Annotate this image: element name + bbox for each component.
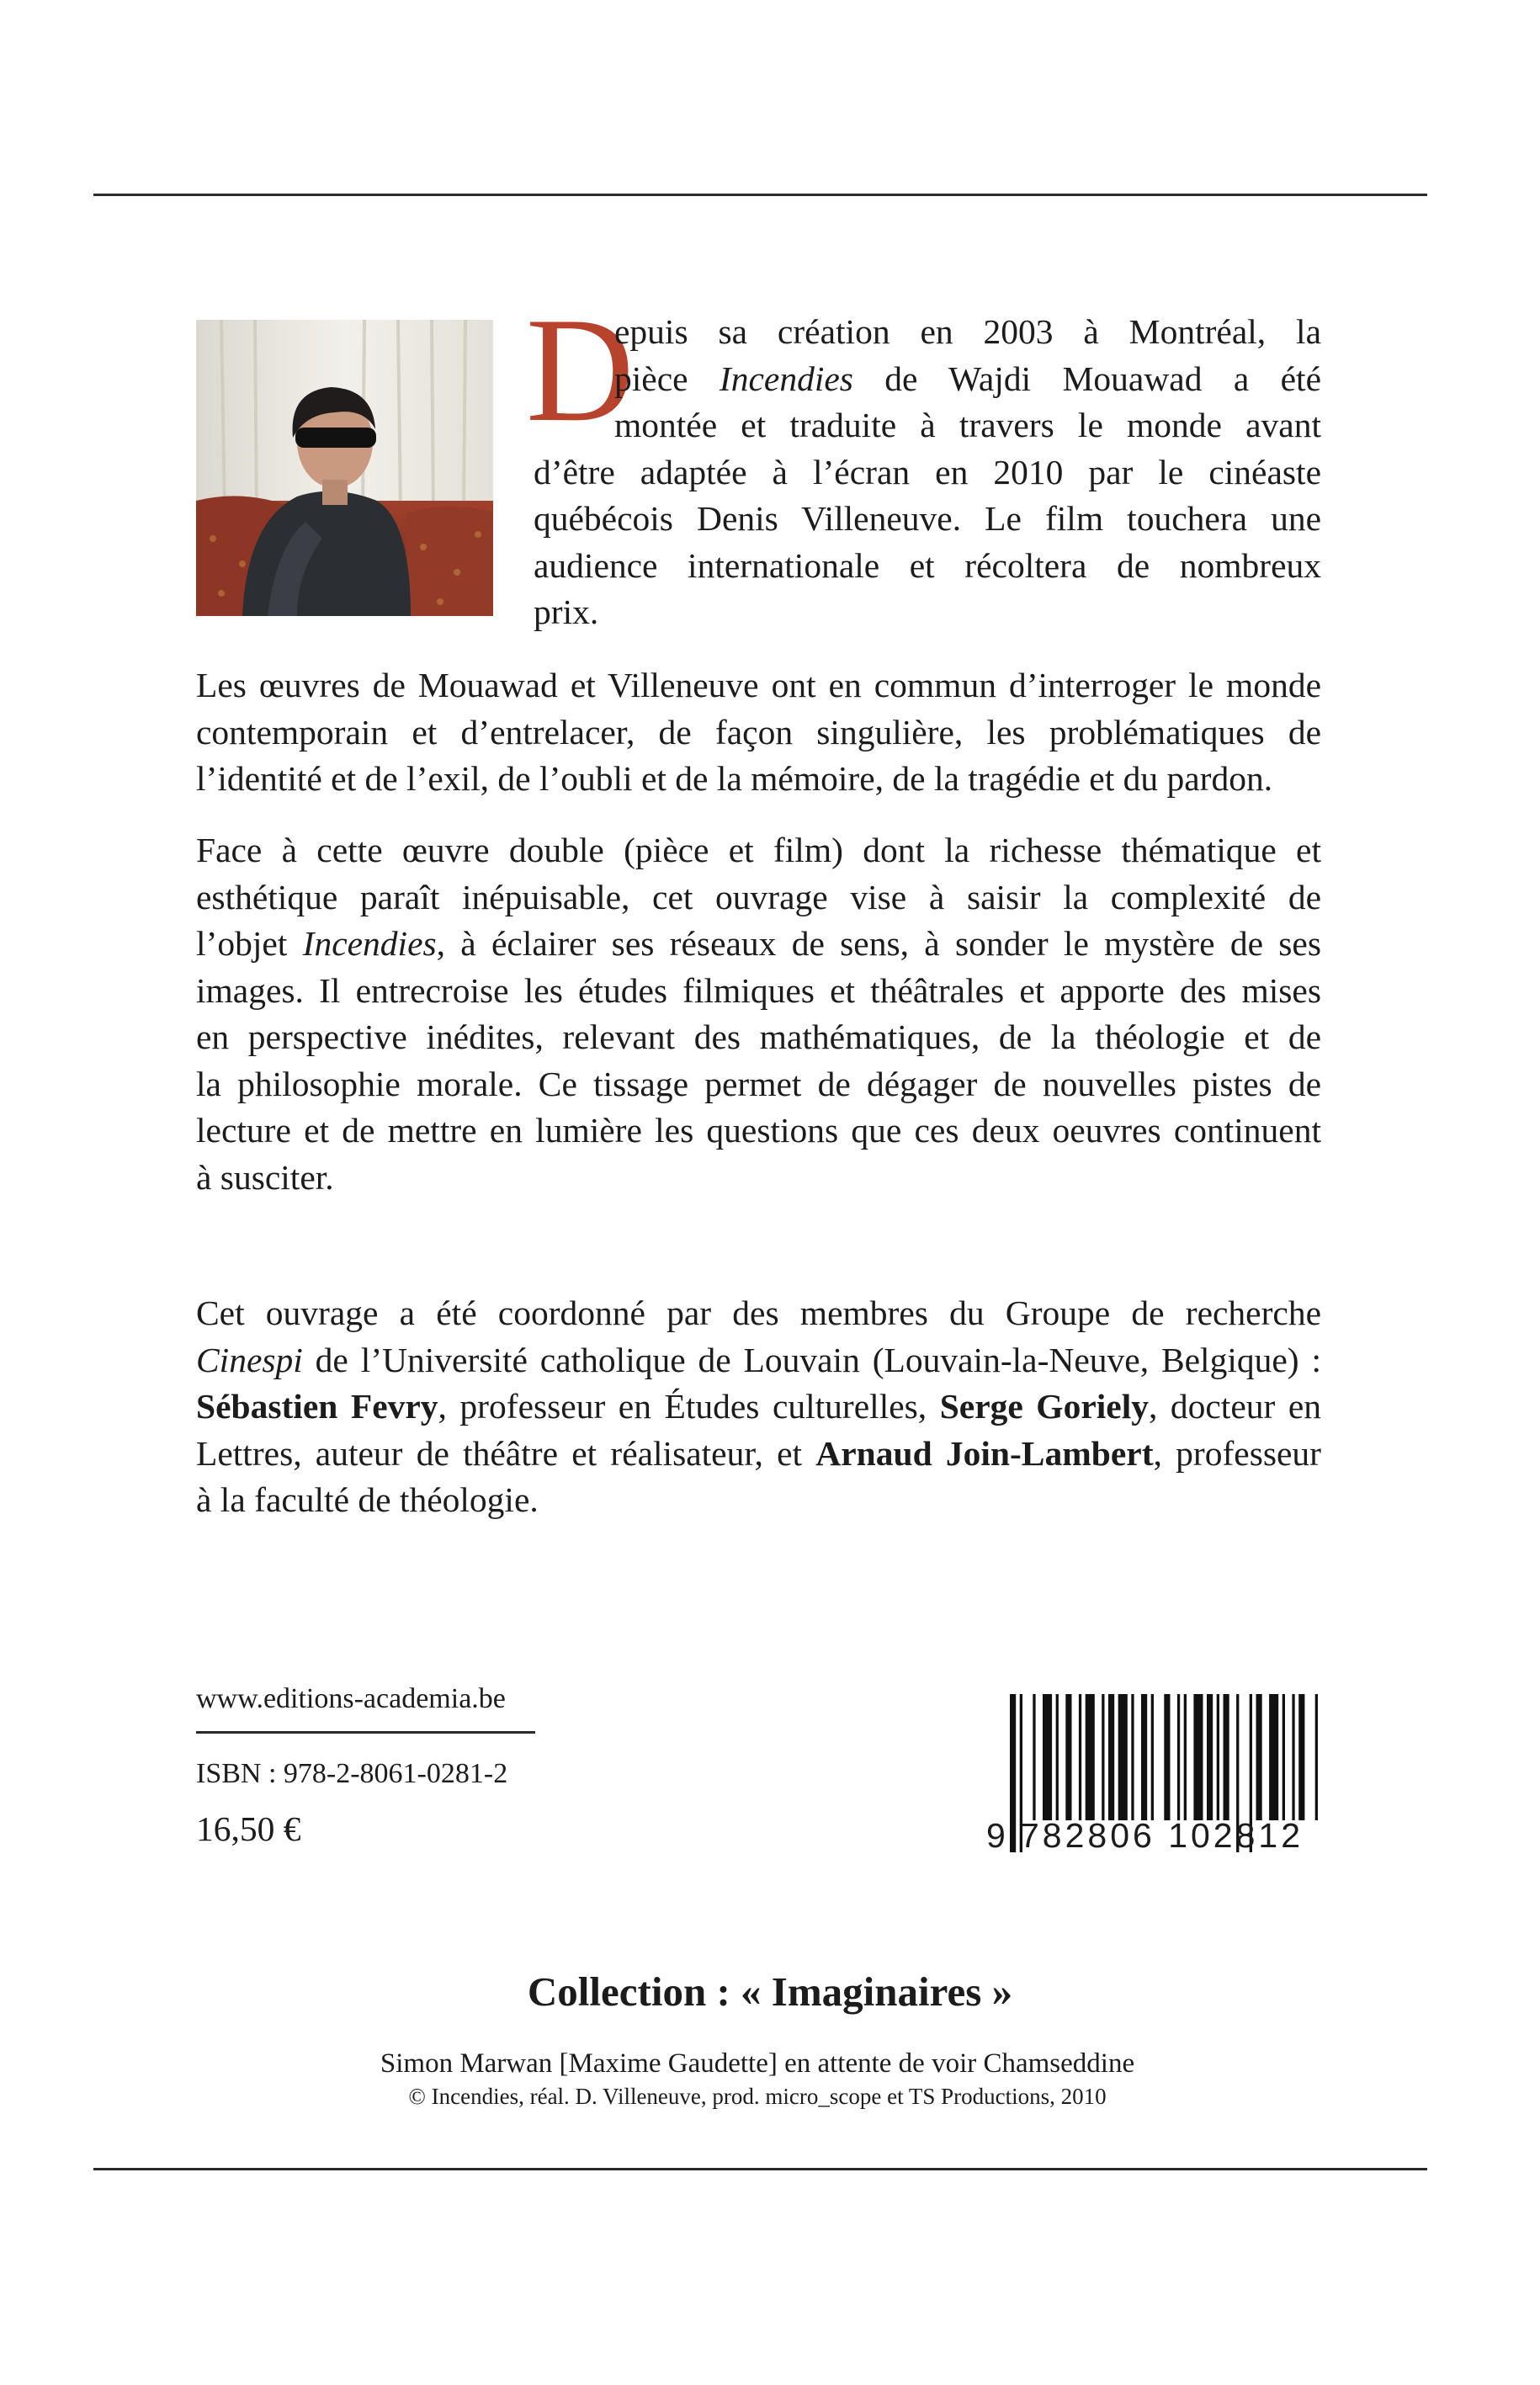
paragraph-line: esthétique paraît inépuisable, cet ouvrage vise à saisir la complexité de (196, 877, 1321, 916)
paragraph-authors (196, 1290, 1321, 1524)
paragraph-line: Les œuvres de Mouawad et Villeneuve ont en commun d’interroger le monde (196, 666, 1321, 704)
paragraph-line: lecture et de mettre en lumière les questions que ces deux oeuvres continuent (196, 1111, 1321, 1150)
barcode-bar (1207, 1694, 1213, 1820)
paragraph-themes (196, 662, 1321, 803)
intro-paragraph (534, 309, 1321, 636)
barcode-bar (1184, 1694, 1187, 1820)
intro-line: audience internationale et récoltera de nombreux (534, 545, 1321, 585)
barcode-bar (1315, 1694, 1318, 1820)
publisher-website[interactable]: www.editions-academia.be (196, 1683, 506, 1714)
barcode-bar (1118, 1694, 1128, 1820)
barcode-bar (1010, 1694, 1016, 1852)
paragraph-line: Cet ouvrage a été coordonné par des membres du Groupe de recherche (196, 1293, 1321, 1332)
paragraph-line: contemporain et d’entrelacer, de façon singulière, les problématiques de (196, 712, 1321, 752)
paragraph-line: en perspective inédites, relevant des mathématiques, de la théologie et de (196, 1017, 1321, 1056)
intro-line: prix. (534, 592, 599, 631)
paragraph-line: à la faculté de théologie. (196, 1480, 539, 1519)
barcode-bar (1065, 1694, 1071, 1820)
barcode-bar (1298, 1694, 1304, 1820)
barcode-bar (1086, 1694, 1095, 1820)
paragraph-line: images. Il entrecroise les études filmiques et théâtrales et apporte des mises (196, 970, 1321, 1010)
paragraph-line: l’objet Incendies, à éclairer ses réseaux de sens, à sonder le mystère de ses (196, 924, 1321, 963)
price: 16,50 € (196, 1809, 301, 1848)
paragraph-line: Lettres, auteur de théâtre et réalisateur, et Arnaud Join-Lambert, professeur (196, 1433, 1321, 1473)
author-name: Arnaud Join-Lambert (815, 1433, 1154, 1473)
barcode-bar (1102, 1694, 1104, 1820)
isbn: ISBN : 978-2-8061-0281-2 (196, 1758, 508, 1789)
barcode-bar (1056, 1694, 1059, 1820)
barcode-bar (1043, 1694, 1052, 1820)
barcode-bar (1131, 1694, 1134, 1820)
barcode-bar (1141, 1694, 1147, 1820)
barcode-bar (1193, 1694, 1203, 1820)
author-name: Sébastien Fevry (196, 1387, 438, 1426)
bottom-rule (93, 2168, 1427, 2170)
barcode-bar (1282, 1694, 1285, 1820)
author-name: Serge Goriely (939, 1387, 1149, 1426)
intro-line: d’être adaptée à l’écran en 2010 par le cinéaste (534, 452, 1321, 491)
paragraph-line: la philosophie morale. Ce tissage permet de dégager de nouvelles pistes de (196, 1064, 1321, 1103)
intro-line: québécois Denis Villeneuve. Le film touchera une (534, 499, 1321, 538)
barcode-bar (1033, 1694, 1035, 1820)
website-underline (196, 1731, 535, 1734)
intro-line: epuis sa création en 2003 à Montréal, la (614, 312, 1321, 351)
barcode-bar (1177, 1694, 1180, 1820)
paragraph-line: Cinespi de l’Université catholique de Louvain (Louvain-la-Neuve, Belgique) : (196, 1340, 1321, 1379)
collection-title: Collection : « Imaginaires » (527, 1968, 1013, 2015)
photo-credit: © Incendies, réal. D. Villeneuve, prod. micro_scope et TS Productions, 2010 (408, 2084, 1107, 2109)
paragraph-line: Face à cette œuvre double (pièce et film) dont la richesse thématique et (196, 831, 1321, 869)
barcode-bar (1108, 1694, 1114, 1820)
barcode-bar (1224, 1694, 1229, 1820)
barcode-bar (1269, 1694, 1278, 1820)
photo-caption: Simon Marwan [Maxime Gaudette] en attente de voir Chamseddine (380, 2048, 1135, 2079)
top-rule (93, 194, 1427, 196)
barcode-bar (1292, 1694, 1294, 1820)
paragraph-line: à susciter. (196, 1157, 334, 1197)
cover-photo (196, 320, 493, 616)
barcode-bar (1217, 1694, 1219, 1820)
barcode-bar (1164, 1694, 1170, 1820)
paragraph-summary (196, 827, 1321, 1201)
paragraph-line: Sébastien Fevry, professeur en Études culturelles, Serge Goriely, docteur en (196, 1387, 1321, 1426)
intro-line: montée et traduite à travers le monde avant (614, 406, 1321, 444)
drop-cap: D (526, 286, 635, 453)
paragraph-line: l’identité et de l’exil, de l’oubli et de la mémoire, de la tragédie et du pardon. (196, 759, 1273, 798)
intro-line: pièce Incendies de Wajdi Mouawad a été (614, 359, 1321, 398)
barcode-bar (1151, 1694, 1154, 1820)
barcode-bar (1256, 1694, 1262, 1820)
barcode-bar (1079, 1694, 1081, 1820)
